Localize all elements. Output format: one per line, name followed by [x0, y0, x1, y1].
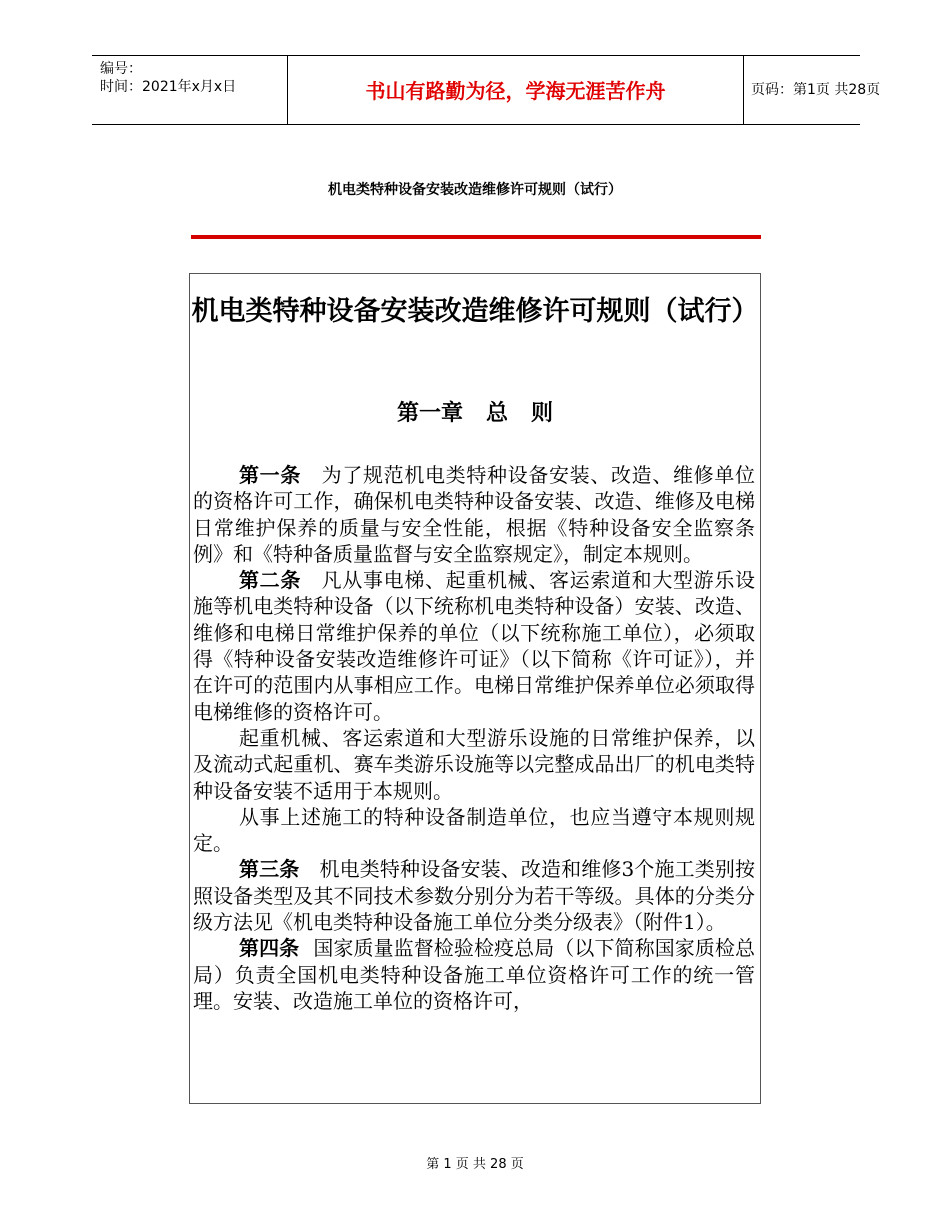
red-divider: [191, 235, 761, 239]
paragraph: [193, 462, 755, 567]
page-info: 页码：第1页 共28页: [751, 82, 881, 98]
document-date: 时间：2021年x月x日: [100, 79, 237, 95]
document-body-box: [189, 273, 761, 1104]
header-page-cell: [743, 56, 881, 124]
paragraph-text: 凡从事电梯、起重机械、客运索道和大型游乐设施等机电类特种设备（以下统称机电类特种设备）安装、改造、维修和电梯日常维护保养的单位（以下统称施工单位），必须取得《特种设备安装改造维修许可证》（以下简称《许可证》），并在许可的范围内从事相应工作。电梯日常维护保养单位必须取得电梯维修的资格许可。: [193, 568, 755, 724]
paragraph-text: 从事上述施工的特种设备制造单位，也应当遵守本规则规定。: [193, 804, 755, 856]
article-number: 第三条: [239, 857, 300, 882]
paragraph-text: 机电类特种设备安装、改造和维修3个施工类别按照设备类型及其不同技术参数分别分为若干等级。具体的分类分级方法见《机电类特种设备施工单位分类分级表》（附件1）。: [193, 857, 756, 935]
article-number: 第一条: [239, 463, 301, 487]
header-table: [92, 55, 881, 125]
paragraph: [193, 804, 755, 857]
article-number: 第四条: [239, 936, 300, 961]
paragraph-text: 起重机械、客运索道和大型游乐设施的日常维护保养，以及流动式起重机、赛车类游乐设施等以完整成品出厂的机电类特种设备安装不适用于本规则。: [193, 725, 755, 803]
paragraph: [193, 856, 755, 935]
paragraph-text: 国家质量监督检验检疫总局（以下简称国家质检总局）负责全国机电类特种设备施工单位资格许可工作的统一管理。安装、改造施工单位的资格许可，: [193, 936, 756, 1013]
page-footer: 第 1 页 共 28 页: [426, 1157, 524, 1172]
motto-text: 书山有路勤为径，学海无涯苦作舟: [365, 79, 666, 103]
paragraph: [193, 935, 755, 1014]
running-title: 机电类特种设备安装改造维修许可规则（试行）: [328, 182, 622, 198]
document-title: 机电类特种设备安装改造维修许可规则（试行）: [191, 296, 759, 327]
document-code-label: 编号：: [100, 61, 142, 77]
paragraph: [193, 567, 755, 725]
header-meta-cell: [92, 56, 287, 124]
document-body: [193, 462, 755, 1014]
chapter-heading: 第一章 总 则: [397, 401, 553, 426]
header-motto-cell: [287, 56, 744, 124]
article-number: 第二条: [239, 568, 301, 593]
paragraph: [193, 725, 755, 804]
paragraph-text: 为了规范机电类特种设备安装、改造、维修单位的资格许可工作，确保机电类特种设备安装、改造、维修及电梯日常维护保养的质量与安全性能，根据《特种设备安全监察条例》和《特种备质量监督与安全监察规定》，制定本规则。: [193, 463, 755, 566]
